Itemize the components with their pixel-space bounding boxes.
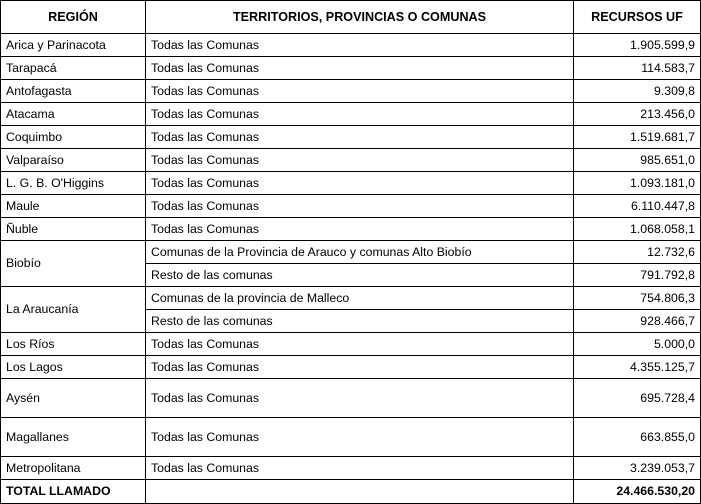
cell-region: Coquimbo: [1, 126, 146, 149]
cell-amount: 663.855,0: [574, 418, 701, 457]
cell-amount: 9.309,8: [574, 80, 701, 103]
table-row: [1, 287, 701, 310]
header-row: [1, 1, 701, 34]
total-amount: 24.466.530,20: [574, 480, 701, 504]
cell-amount: 5.000,0: [574, 333, 701, 356]
column-header-amount: RECURSOS UF: [574, 1, 701, 34]
table-row: [1, 57, 701, 80]
cell-territory: Resto de las comunas: [146, 310, 574, 333]
cell-region: Valparaíso: [1, 149, 146, 172]
cell-region: Tarapacá: [1, 57, 146, 80]
table-row: [1, 103, 701, 126]
table-row: [1, 418, 701, 457]
table-row: [1, 356, 701, 379]
cell-amount: 213.456,0: [574, 103, 701, 126]
table-row: [1, 333, 701, 356]
cell-region: La Araucanía: [1, 287, 146, 333]
table-row: [1, 241, 701, 264]
cell-territory: Todas las Comunas: [146, 218, 574, 241]
cell-region: Metropolitana: [1, 457, 146, 480]
cell-region: Ñuble: [1, 218, 146, 241]
cell-territory: Todas las Comunas: [146, 379, 574, 418]
total-row: [1, 480, 701, 504]
cell-territory: Todas las Comunas: [146, 103, 574, 126]
cell-territory: Todas las Comunas: [146, 149, 574, 172]
cell-region: Arica y Parinacota: [1, 34, 146, 57]
cell-region: L. G. B. O'Higgins: [1, 172, 146, 195]
cell-region: Biobío: [1, 241, 146, 287]
cell-amount: 12.732,6: [574, 241, 701, 264]
total-spacer: [146, 480, 574, 504]
cell-territory: Todas las Comunas: [146, 333, 574, 356]
cell-territory: Todas las Comunas: [146, 172, 574, 195]
cell-territory: Todas las Comunas: [146, 57, 574, 80]
cell-amount: 985.651,0: [574, 149, 701, 172]
cell-amount: 1.068.058,1: [574, 218, 701, 241]
cell-amount: 4.355.125,7: [574, 356, 701, 379]
cell-territory: Todas las Comunas: [146, 80, 574, 103]
table-row: [1, 379, 701, 418]
cell-territory: Comunas de la Provincia de Arauco y comunas Alto Biobío: [146, 241, 574, 264]
cell-region: Maule: [1, 195, 146, 218]
cell-amount: 791.792,8: [574, 264, 701, 287]
cell-territory: Comunas de la provincia de Malleco: [146, 287, 574, 310]
table-footer: [1, 480, 701, 504]
table-row: [1, 457, 701, 480]
cell-region: Antofagasta: [1, 80, 146, 103]
cell-territory: Todas las Comunas: [146, 126, 574, 149]
total-label: TOTAL LLAMADO: [1, 480, 146, 504]
table-row: [1, 149, 701, 172]
cell-amount: 6.110.447,8: [574, 195, 701, 218]
cell-amount: 1.519.681,7: [574, 126, 701, 149]
cell-territory: Todas las Comunas: [146, 195, 574, 218]
cell-amount: 114.583,7: [574, 57, 701, 80]
cell-region: Los Ríos: [1, 333, 146, 356]
table-row: [1, 218, 701, 241]
cell-region: Magallanes: [1, 418, 146, 457]
cell-amount: 928.466,7: [574, 310, 701, 333]
table-row: [1, 80, 701, 103]
table-row: [1, 34, 701, 57]
table-body: [1, 34, 701, 480]
cell-amount: 754.806,3: [574, 287, 701, 310]
cell-region: Aysén: [1, 379, 146, 418]
cell-territory: Resto de las comunas: [146, 264, 574, 287]
cell-amount: 695.728,4: [574, 379, 701, 418]
table-header: [1, 1, 701, 34]
table-row: [1, 126, 701, 149]
cell-territory: Todas las Comunas: [146, 356, 574, 379]
cell-territory: Todas las Comunas: [146, 457, 574, 480]
table-row: [1, 172, 701, 195]
cell-region: Atacama: [1, 103, 146, 126]
cell-amount: 1.093.181,0: [574, 172, 701, 195]
column-header-territory: TERRITORIOS, PROVINCIAS O COMUNAS: [146, 1, 574, 34]
column-header-region: REGIÓN: [1, 1, 146, 34]
table-row: [1, 195, 701, 218]
cell-territory: Todas las Comunas: [146, 418, 574, 457]
cell-amount: 1.905.599,9: [574, 34, 701, 57]
cell-region: Los Lagos: [1, 356, 146, 379]
cell-amount: 3.239.053,7: [574, 457, 701, 480]
cell-territory: Todas las Comunas: [146, 34, 574, 57]
